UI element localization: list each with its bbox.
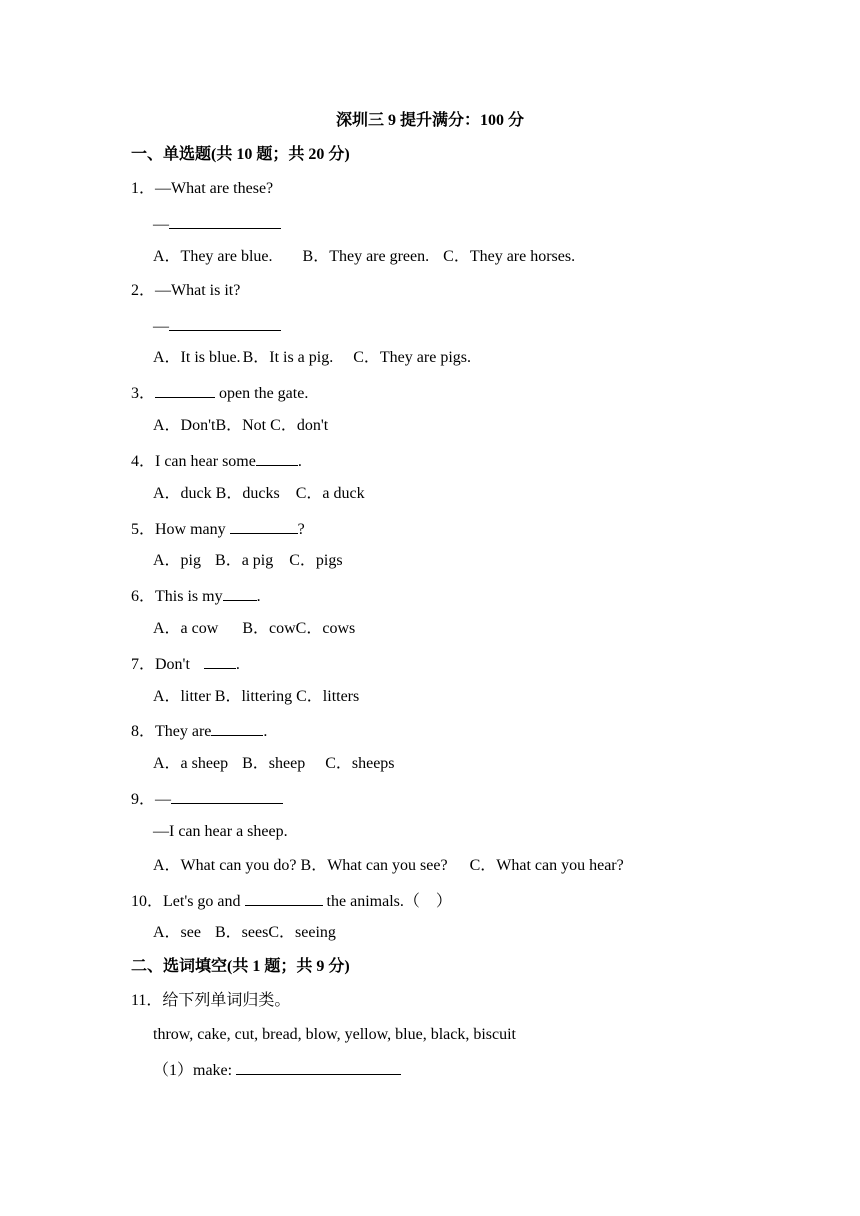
question-5: 5．How many ? [131, 518, 305, 540]
option-c: C．What can you hear? [469, 857, 624, 874]
section-heading-single-choice: 一、单选题(共 10 题；共 20 分) [131, 146, 350, 163]
option-b: B．What can you see? [300, 857, 448, 874]
option-c: C．a duck [295, 485, 365, 502]
option-b: B．sees [215, 924, 269, 941]
option-b: B．ducks [215, 485, 280, 502]
answer-line-9: —I can hear a sheep. [153, 823, 288, 840]
option-a: A．a cow [153, 620, 219, 637]
option-b: B．Not [215, 417, 267, 434]
option-a: A．They are blue. [153, 248, 273, 265]
answer-line-2: — [153, 315, 281, 337]
word-bank: throw, cake, cut, bread, blow, yellow, blue, black, biscuit [153, 1026, 516, 1043]
options-10 [153, 923, 336, 943]
option-c: C．seeing [268, 924, 336, 941]
option-a: A．What can you do? [153, 857, 297, 874]
page-title: 深圳三 9 提升满分：100 分 [335, 112, 524, 129]
option-b: B．They are green. [302, 248, 430, 265]
option-a: A．Don't [153, 417, 216, 434]
option-a: A．duck [153, 485, 212, 502]
question-2: 2．—What is it? [131, 282, 241, 299]
option-c: C．They are pigs. [353, 349, 471, 366]
option-a: A．a sheep [153, 755, 229, 772]
option-b: B．sheep [242, 755, 306, 772]
options-9 [153, 856, 624, 876]
question-11-sub-1: （1）make: [153, 1059, 401, 1081]
option-c: C．litters [296, 688, 360, 705]
question-3: 3． open the gate. [131, 382, 308, 404]
question-11: 11．给下列单词归类。 [131, 992, 291, 1009]
question-1: 1．—What are these? [131, 180, 274, 197]
option-c: C．They are horses. [443, 248, 576, 265]
option-c: C．pigs [289, 552, 343, 569]
options-5 [153, 551, 343, 571]
question-9: 9．— [131, 788, 283, 810]
section-heading-word-fill: 二、选词填空(共 1 题；共 9 分) [131, 958, 350, 975]
option-a: A．pig [153, 552, 202, 569]
question-7: 7．Don't . [131, 653, 240, 675]
answer-line-1: — [153, 213, 281, 235]
options-3 [153, 416, 328, 436]
option-b: B．cow [242, 620, 296, 637]
question-8: 8．They are . [131, 720, 267, 742]
option-c: C．don't [270, 417, 329, 434]
option-b: B．a pig [215, 552, 274, 569]
options-7 [153, 687, 359, 707]
options-1 [153, 247, 575, 267]
option-c: C．sheeps [325, 755, 395, 772]
options-4 [153, 484, 365, 504]
option-c: C．cows [295, 620, 356, 637]
options-2 [153, 348, 471, 368]
option-a: A．see [153, 924, 201, 941]
option-a: A．litter [153, 688, 211, 705]
option-b: B．It is a pig. [242, 349, 334, 366]
option-b: B．littering [214, 688, 293, 705]
options-6 [153, 619, 355, 639]
question-6: 6．This is my . [131, 585, 261, 607]
question-10: 10．Let's go and the animals.（ ） [131, 890, 452, 912]
question-4: 4．I can hear some . [131, 450, 302, 472]
option-a: A．It is blue. [153, 349, 241, 366]
options-8 [153, 754, 395, 774]
